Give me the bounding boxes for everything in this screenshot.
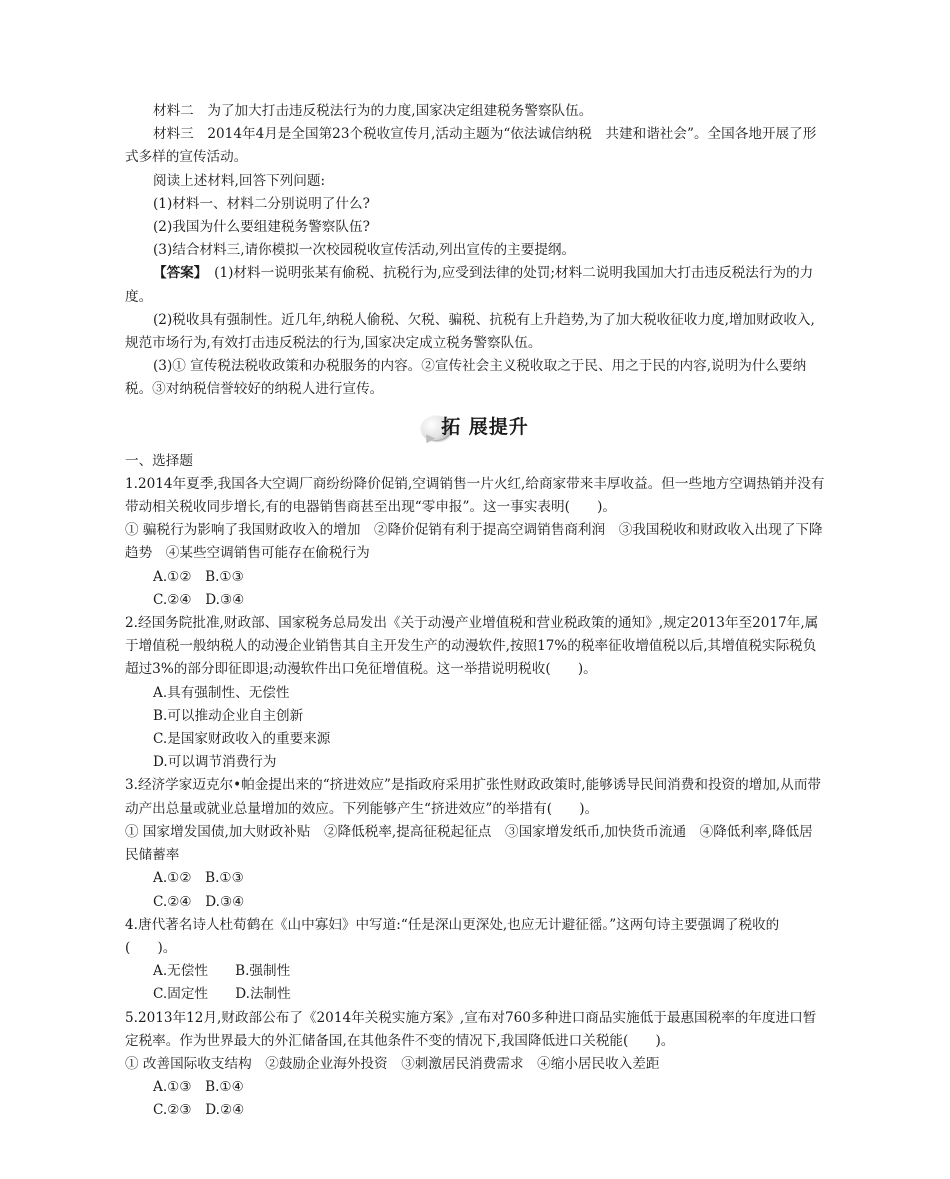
mcq-4-options-cd: C.固定性 D.法制性 [153,986,291,1003]
mcq-2-option-a: A.具有强制性、无偿性 [153,684,290,701]
mcq-4-stem: 4.唐代著名诗人杜荀鹤在《山中寡妇》中写道:“任是深山更深处,也应无计避征徭。”这两句诗主要强调了税收的( )。 [125,916,780,956]
document-page [125,100,825,1123]
section-heading: 一、选择题 [125,452,193,469]
question-3: (3)结合材料三,请你模拟一次校园税收宣传活动,列出宣传的主要提纲。 [153,242,576,259]
mcq-1-items: ① 骗税行为影响了我国财政收入的增加 ②降价促销有利于提高空调销售商利润 ③我国税收和财政收入出现了下降趋势 ④某些空调销售可能存在偷税行为 [125,522,823,562]
question-2: (2)我国为什么要组建税务警察队伍? [153,219,370,236]
mcq-2-stem: 2.经国务院批准,财政部、国家税务总局发出《关于动漫产业增值税和营业税政策的通知》,规定2013年至2017年,属于增值税一般纳税人的动漫企业销售其自主开发生产的动漫软件,按照17%的税率征收增值税以后,其增值税实际税负超过3%的部分即征即退;动漫软件出口免征增值税。这一举措说明税收( )。 [125,615,819,678]
mcq-3-options-cd: C.②④ D.③④ [153,893,245,910]
answer-3: (3)① 宣传税法税收政策和办税服务的内容。②宣传社会主义税收取之于民、用之于民的内容,说明为什么要纳税。③对纳税信誉较好的纳税人进行宣传。 [125,358,807,398]
mcq-5-options-cd: C.②③ D.②④ [153,1102,245,1119]
mcq-3-stem: 3.经济学家迈克尔•帕金提出来的“挤进效应”是指政府采用扩张性财政政策时,能够诱导民间消费和投资的增加,从而带动产出总量或就业总量增加的效应。下列能够产生“挤进效应”的举措有( )。 [125,777,822,817]
mcq-2-option-d: D.可以调节消费行为 [153,754,277,771]
banner-title: 拓 展提升 [441,416,529,439]
question-1: (1)材料一、材料二分别说明了什么? [153,195,370,212]
mcq-3-items: ① 国家增发国债,加大财政补贴 ②降低税率,提高征税起征点 ③国家增发纸币,加快货币流通 ④降低利率,降低居民储蓄率 [125,823,813,864]
mcq-1-options-ab: A.①② B.①③ [153,568,244,585]
mcq-4-options-ab: A.无偿性 B.强制性 [153,963,291,980]
material-3: 材料三 2014年4月是全国第23个税收宣传月,活动主题为“依法诚信纳税 共建和谐社会”。全国各地开展了形式多样的宣传活动。 [125,126,817,166]
answer-1 [125,262,825,308]
answer-2: (2)税收具有强制性。近几年,纳税人偷税、欠税、骗税、抗税有上升趋势,为了加大税收征收力度,增加财政收入,规范市场行为,有效打击违反税法的行为,国家决定成立税务警察队伍。 [125,311,815,352]
mcq-2-option-c: C.是国家财政收入的重要来源 [153,731,331,748]
answer-tag: 【答案】 [153,265,201,282]
reading-instruction: 阅读上述材料,回答下列问题: [153,172,326,189]
material-2: 材料二 为了加大打击违反税法行为的力度,国家决定组建税务警察队伍。 [153,103,593,119]
section-banner [125,408,825,448]
mcq-5-items: ① 改善国际收支结构 ②鼓励企业海外投资 ③刺激居民消费需求 ④缩小居民收入差距 [125,1055,660,1072]
mcq-5-options-ab: A.①③ B.①④ [153,1079,244,1096]
mcq-5-stem: 5.2013年12月,财政部公布了《2014年关税实施方案》,宣布对760多种进口商品实施低于最惠国税率的年度进口暂定税率。作为世界最大的外汇储备国,在其他条件不变的情况下,我国降低进口关税能( )。 [125,1009,817,1049]
mcq-1-stem: 1.2014年夏季,我国各大空调厂商纷纷降价促销,空调销售一片火红,给商家带来丰厚收益。但一些地方空调热销并没有带动相关税收同步增长,有的电器销售商甚至出现“零申报”。这一事实表明( )。 [125,475,825,516]
mcq-1-options-cd: C.②④ D.③④ [153,591,245,608]
answer-1-text: (1)材料一说明张某有偷税、抗税行为,应受到法律的处罚;材料二说明我国加大打击违反税法行为的力度。 [125,265,814,305]
mcq-2-option-b: B.可以推动企业自主创新 [153,707,304,724]
mcq-3-options-ab: A.①② B.①③ [153,870,244,887]
